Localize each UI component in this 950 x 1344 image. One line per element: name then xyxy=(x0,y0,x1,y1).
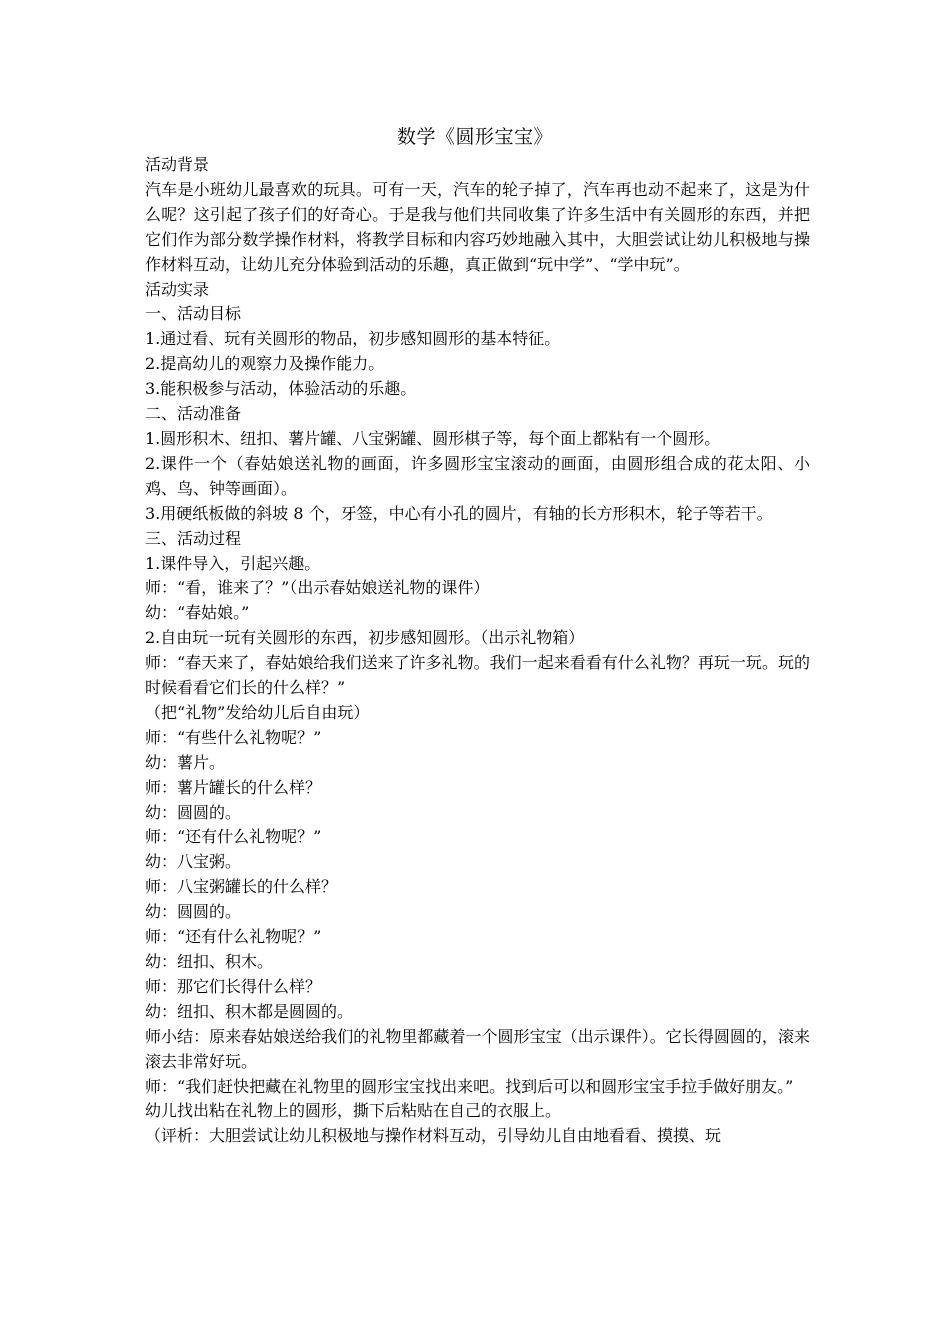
paragraph: 2.课件一个（春姑娘送礼物的画面，许多圆形宝宝滚动的画面，由圆形组合成的花太阳、小鸡、鸟、钟等画面）。 xyxy=(145,453,810,498)
paragraph: 幼：八宝粥。 xyxy=(145,852,242,872)
paragraph: 师：“看，谁来了？”（出示春姑娘送礼物的课件） xyxy=(145,578,490,598)
paragraph: 师：“还有什么礼物呢？” xyxy=(145,927,322,947)
paragraph: 师：“有些什么礼物呢？” xyxy=(145,727,322,747)
paragraph: 幼：薯片。 xyxy=(145,752,226,772)
paragraph: 师：那它们长得什么样？ xyxy=(145,976,322,996)
paragraph: 幼：纽扣、积木。 xyxy=(145,952,274,971)
paragraph: 幼：圆圆的。 xyxy=(145,802,242,822)
paragraph: 活动实录 xyxy=(145,279,210,299)
paragraph: 师：薯片罐长的什么样？ xyxy=(145,777,322,797)
paragraph: 2.提高幼儿的观察力及操作能力。 xyxy=(145,354,385,374)
paragraph: 一、活动目标 xyxy=(145,304,242,324)
paragraph: 师：“我们赶快把藏在礼物里的圆形宝宝找出来吧。找到后可以和圆形宝宝手拉手做好朋友。” xyxy=(145,1076,794,1096)
paragraph: 汽车是小班幼儿最喜欢的玩具。可有一天，汽车的轮子掉了，汽车再也动不起来了，这是为什么呢？这引起了孩子们的好奇心。于是我与他们共同收集了许多生活中有关圆形的东西，并把它们作为部分数学操作材料，将教学目标和内容巧妙地融入其中，大胆尝试让幼儿积极地与操作材料互动，让幼儿充分体验到活动的乐趣，真正做到“玩中学”、“学中玩”。 xyxy=(145,179,810,274)
paragraph: 3.能积极参与活动，体验活动的乐趣。 xyxy=(145,379,417,399)
paragraph: 师：“春天来了，春姑娘给我们送来了许多礼物。我们一起来看看有什么礼物？再玩一玩。玩的时候看看它们长的什么样？” xyxy=(145,653,810,698)
document-body xyxy=(145,153,810,1149)
paragraph: （评析：大胆尝试让幼儿积极地与操作材料互动，引导幼儿自由地看看、摸摸、玩 xyxy=(145,1126,722,1146)
paragraph: 师小结：原来春姑娘送给我们的礼物里都藏着一个圆形宝宝（出示课件）。它长得圆圆的，滚来滚去非常好玩。 xyxy=(145,1026,810,1071)
paragraph: 二、活动准备 xyxy=(145,404,242,424)
paragraph: 1.通过看、玩有关圆形的物品，初步感知圆形的基本特征。 xyxy=(145,329,561,349)
paragraph: 三、活动过程 xyxy=(145,528,242,548)
paragraph: 幼：“春姑娘。” xyxy=(145,603,250,623)
paragraph: 师：八宝粥罐长的什么样？ xyxy=(145,877,338,897)
paragraph: 1.圆形积木、纽扣、薯片罐、八宝粥罐、圆形棋子等，每个面上都粘有一个圆形。 xyxy=(145,428,721,448)
paragraph: 幼：纽扣、积木都是圆圆的。 xyxy=(145,1001,354,1021)
paragraph: 师：“还有什么礼物呢？” xyxy=(145,827,322,847)
paragraph: （把“礼物”发给幼儿后自由玩） xyxy=(145,702,370,722)
paragraph: 1.课件导入，引起兴趣。 xyxy=(145,553,321,573)
paragraph: 3.用硬纸板做的斜坡 8 个，牙签，中心有小孔的圆片，有轴的长方形积木，轮子等若干。 xyxy=(145,503,773,523)
paragraph: 活动背景 xyxy=(145,155,210,174)
paragraph: 幼儿找出粘在礼物上的圆形，撕下后粘贴在自己的衣服上。 xyxy=(145,1101,562,1121)
document-title: 数学《圆形宝宝》 xyxy=(396,126,553,148)
paragraph: 2.自由玩一玩有关圆形的东西，初步感知圆形。（出示礼物箱） xyxy=(145,628,585,648)
paragraph: 幼：圆圆的。 xyxy=(145,902,242,922)
